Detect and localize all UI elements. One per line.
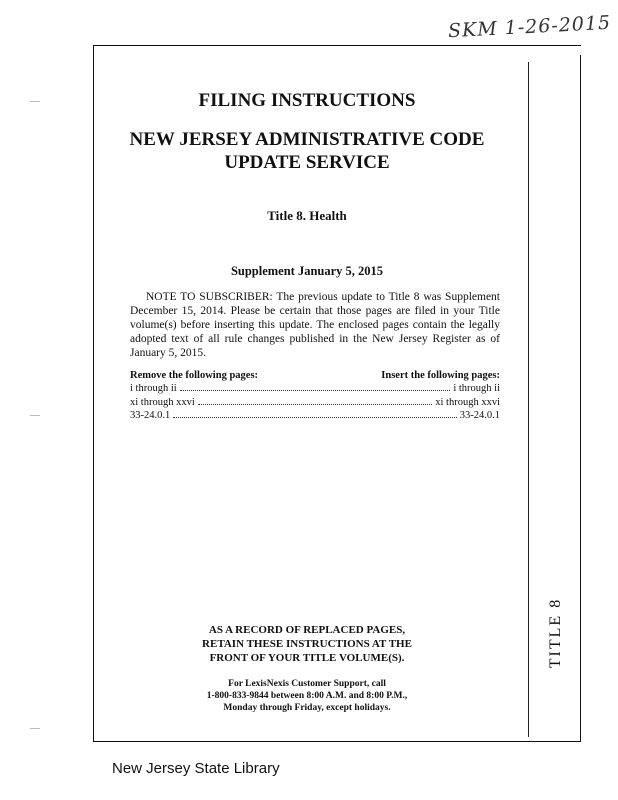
customer-support (93, 678, 521, 714)
subscriber-note: NOTE TO SUBSCRIBER: The previous update to Title 8 was Supplement December 15, 2014. Please be certain that those pages are filed in your Title volume(s) before inserting this update. The enclosed pages contain the legally adopted text of all rule changes published in the New Jersey Register as of January 5, 2015. (130, 291, 500, 359)
remove-pages: 33-24.0.1 (130, 410, 171, 421)
support-hours: Monday through Friday, except holidays. (223, 703, 391, 713)
support-phone: 1-800-833-9844 between 8:00 A.M. and 8:00 P.M., (206, 691, 408, 701)
remove-pages: xi through xxvi (130, 396, 195, 408)
code-title-line2: UPDATE SERVICE (224, 152, 390, 173)
record-line: FRONT OF YOUR TITLE VOLUME(S). (209, 652, 405, 664)
scan-mark (30, 415, 40, 416)
code-title-line1: NEW JERSEY ADMINISTRATIVE CODE (129, 129, 485, 150)
pages-table-header (130, 369, 500, 382)
insert-header: Insert the following pages: (381, 370, 500, 381)
remove-header: Remove the following pages: (130, 370, 259, 381)
table-row (130, 396, 500, 410)
record-line: RETAIN THESE INSTRUCTIONS AT THE (202, 638, 412, 650)
pages-table (130, 369, 500, 423)
insert-pages: i through ii (453, 383, 500, 394)
side-title-tab: TITLE 8 (547, 597, 564, 669)
remove-pages: i through ii (130, 383, 177, 394)
support-line: For LexisNexis Customer Support, call (228, 679, 386, 689)
side-divider-rule (528, 62, 529, 737)
insert-pages: xi through xxvi (435, 396, 500, 408)
scan-mark (30, 101, 40, 102)
right-border-rule (580, 55, 581, 741)
dot-leader (180, 382, 451, 391)
dot-leader (173, 409, 457, 418)
table-row (130, 409, 500, 423)
footer-library: New Jersey State Library (112, 760, 280, 777)
supplement-date: Supplement January 5, 2015 (230, 264, 384, 278)
insert-pages: 33-24.0.1 (459, 410, 500, 421)
title-subtitle: Title 8. Health (267, 208, 347, 223)
scan-mark (30, 728, 40, 729)
page-title: FILING INSTRUCTIONS (198, 90, 416, 111)
record-notice (93, 623, 521, 665)
table-row (130, 382, 500, 396)
record-line: AS A RECORD OF REPLACED PAGES, (208, 624, 406, 636)
handwritten-note: SKM 1-26-2015 (447, 11, 612, 43)
dot-leader (198, 396, 433, 405)
